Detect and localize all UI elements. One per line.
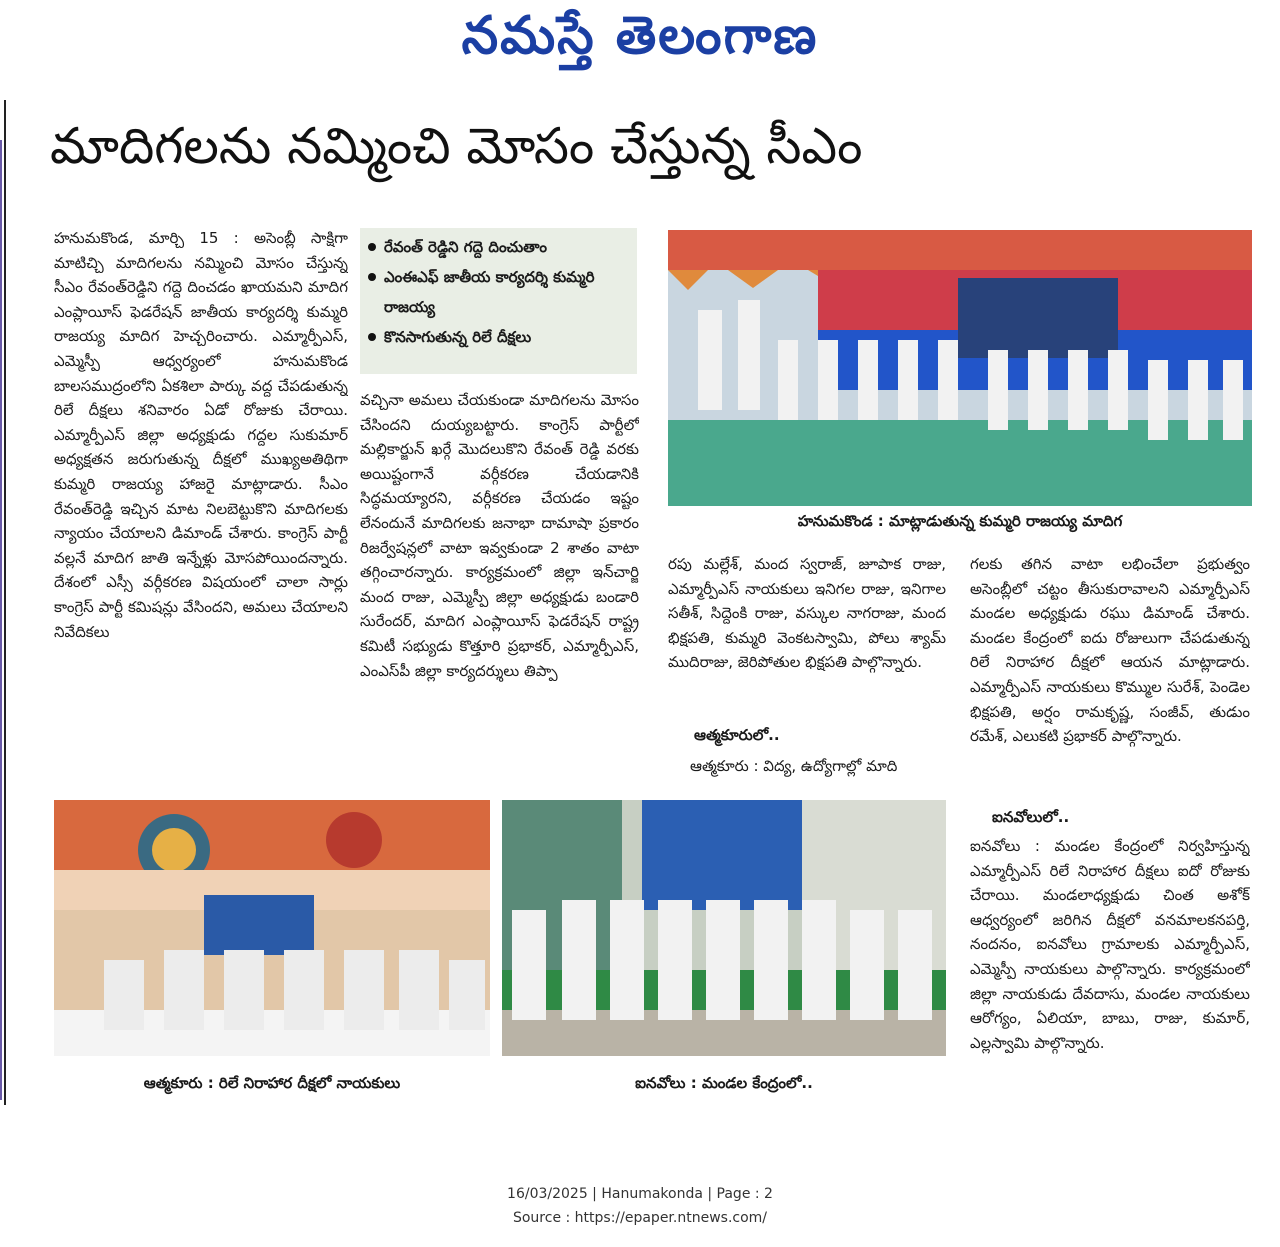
footer-source: Source : https://epaper.ntnews.com/ [512, 1210, 768, 1226]
caption-inavolu: ఐనవోలు : మండల కేంద్రంలో.. [635, 1074, 813, 1092]
highlight-item: ఎంఈఎఫ్ జాతీయ కార్యదర్శి కుమ్మరి రాజయ్య [368, 262, 629, 322]
photo-atmakur-image [54, 800, 490, 1056]
headline: మాదిగలను నమ్మించి మోసం చేస్తున్న సీఎం [50, 117, 863, 175]
left-border-rule-inner [0, 140, 6, 1100]
photo-inavolu-image [502, 800, 946, 1056]
masthead-logo: నమస్తే తెలంగాణ [461, 6, 819, 66]
subhead-inavolu: ఐనవోలులో.. [992, 808, 1070, 826]
article-column-3-tail: ఆత్మకూరు : విద్య, ఉద్యోగాల్లో మాది [690, 757, 898, 775]
article-column-4-tail: ఐనవోలు : మండల కేంద్రంలో నిర్వహిస్తున్న ఎమ్మార్పీఎస్ రిలే నిరాహార దీక్షలు ఐదో రోజుకు చేరాయి. మండలాధ్యక్షుడు చింత అశోక్ ఆధ్వర్యంలో జరిగిన దీక్షలో వనమాలకనపర్తి, నందనం, ఐనవోలు గ్రామాలకు ఎమ్మార్పీఎస్, ఎమ్మెస్పీ నాయకులు పాల్గొన్నారు. కార్యక్రమంలో జిల్లా నాయకుడు దేవదాసు, మండల నాయకులు ఆరోగ్యం, ఏలియా, బాబు, రాజు, కుమార్, ఎల్లస్వామి పాల్గొన్నారు. [970, 837, 1250, 1052]
article-column-4: గలకు తగిన వాటా లభించేలా ప్రభుత్వం అసెంబ్లీలో చట్టం తీసుకురావాలని ఎమ్మార్పీఎస్ మండల అధ్యక్షుడు రఘు డిమాండ్ చేశారు. మండల కేంద్రంలో ఐదు రోజులుగా చేపడుతున్న రిలే నిరాహార దీక్షలో ఆయన మాట్లాడారు. ఎమ్మార్పీఎస్ నాయకులు కొమ్ముల సురేశ్, పెండెల భిక్షపతి, అర్షం రామకృష్ణ, సంజీవ్, తుడుం రమేశ్, ఎలుకటి ప్రభాకర్ పాల్గొన్నారు. [970, 555, 1250, 746]
article-column-3: రపు మల్లేశ్, మంద స్వరాజ్, జూపాక రాజు, ఎమ్మార్పీఎస్ నాయకులు ఇనిగల రాజు, ఇనిగాల సతీశ్, సిద్దెంకి రాజు, వస్కుల నాగరాజు, మంద భిక్షపతి, కుమ్మరి వెంకటస్వామి, పోలు శ్యామ్ ముదిరాజు, జెరిపోతుల భిక్షపతి పాల్గొన్నారు. [668, 555, 946, 672]
highlight-item: కొనసాగుతున్న రిలే దీక్షలు [368, 322, 629, 352]
photo-hanumakonda-image [668, 230, 1252, 506]
bullet-icon [368, 273, 376, 281]
footer-date-edition: 16/03/2025 | Hanumakonda | Page : 2 [507, 1186, 773, 1202]
subhead-atmakur: ఆత్మకూరులో.. [694, 726, 780, 744]
caption-atmakur: ఆత్మకూరు : రిలే నిరాహార దీక్షలో నాయకులు [143, 1074, 401, 1092]
bullet-icon [368, 243, 376, 251]
photo-inavolu [502, 800, 946, 1056]
bullet-icon [368, 333, 376, 341]
article-column-1: హనుమకొండ, మార్చి 15 : అసెంబ్లీ సాక్షిగా మాటిచ్చి మాదిగలను నమ్మించి మోసం చేస్తున్న సీఎం రేవంత్‌రెడ్డిని గద్దె దించడం ఖాయమని మాదిగ ఎంప్లాయీస్ ఫెడరేషన్ జాతీయ కార్యదర్శి కుమ్మరి రాజయ్య మాదిగ హెచ్చరించారు. ఎమ్మార్పీఎస్, ఎమ్మెస్పీ ఆధ్వర్యంలో హనుమకొండ బాలసముద్రంలోని ఏకశిలా పార్కు వద్ద చేపడుతున్న రిలే దీక్షలు శనివారం ఏడో రోజుకు చేరాయి. ఎమ్మార్పీఎస్ జిల్లా అధ్యక్షుడు గద్దల సుకుమార్ అధ్యక్షతన జరుగుతున్న దీక్షలో ముఖ్యఅతిథిగా కుమ్మరి రాజయ్య హాజరై మాట్లాడారు. సీఎం రేవంత్‌రెడ్డి ఇచ్చిన మాట నిలబెట్టుకొని మాదిగలకు న్యాయం చేయాలని డిమాండ్ చేశారు. కాంగ్రెస్ పార్టీ వల్లనే మాదిగ జాతి ఇన్నేళ్లు మోసపోయిందన్నారు. దేశంలో ఎస్సీ వర్గీకరణ విషయంలో చాలా సార్లు కాంగ్రెస్ పార్టీ కమిషన్లు వేసిందని, అమలు చేయాలని నివేదికలు [54, 229, 348, 641]
caption-hanumakonda: హనుమకొండ : మాట్లాడుతున్న కుమ్మరి రాజయ్య మాదిగ [797, 512, 1123, 530]
highlights-box [360, 228, 637, 374]
photo-hanumakonda [668, 230, 1252, 506]
article-column-2: వచ్చినా అమలు చేయకుండా మాదిగలను మోసం చేసిందని దుయ్యబట్టారు. కాంగ్రెస్ పార్టీలో మల్లికార్జున్ ఖర్గే మొదలుకొని రేవంత్ రెడ్డి వరకు అయిష్టంగానే వర్గీకరణ చేయడానికి సిద్ధమయ్యారని, వర్గీకరణ చేయడం ఇష్టం లేనందునే మాదిగలకు జనాభా దామాషా ప్రకారం రిజర్వేషన్లలో వాటా ఇవ్వకుండా 2 శాతం వాటా తగ్గించారన్నారు. కార్యక్రమంలో జిల్లా ఇన్‌చార్జి మంద రాజు, ఎమ్మెస్పీ జిల్లా అధ్యక్షుడు బండారి సురేందర్, మాదిగ ఎంప్లాయీస్ ఫెడరేషన్ రాష్ట్ర కమిటీ సభ్యుడు కొత్తూరి ప్రభాకర్, ఎమ్మార్పీఎస్, ఎంఎస్‌పీ జిల్లా కార్యదర్శులు తిప్పా [360, 391, 639, 680]
highlight-item: రేవంత్ రెడ్డిని గద్దె దించుతాం [368, 232, 629, 262]
photo-atmakur [54, 800, 490, 1056]
